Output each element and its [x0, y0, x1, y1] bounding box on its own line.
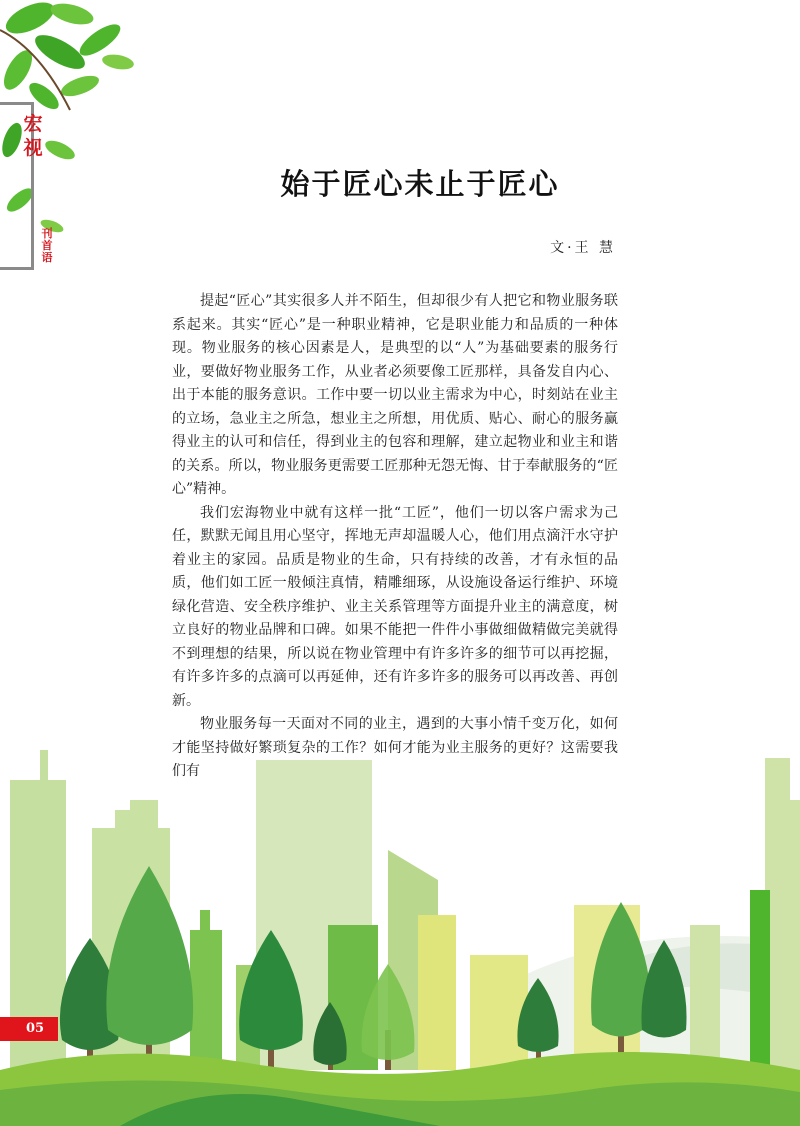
article-body — [172, 290, 618, 784]
paragraph: 提起“匠心”其实很多人并不陌生，但却很少有人把它和物业服务联系起来。其实“匠心”是一种职业精神，它是职业能力和品质的一种体现。物业服务的核心因素是人，是典型的以“人”为基础要素的服务行业，要做好物业服务工作，从业者必须要像工匠那样，具备发自内心、出于本能的服务意识。工作中要一切以业主需求为中心，时刻站在业主的立场，急业主之所急，想业主之所想，用优质、贴心、耐心的服务赢得业主的认可和信任，得到业主的包容和理解，建立起物业和业主和谐的关系。所以，物业服务更需要工匠那种无怨无悔、甘于奉献服务的“匠心”精神。 — [172, 293, 618, 497]
paragraph: 我们宏海物业中就有这样一批“工匠”，他们一切以客户需求为己任，默默无闻且用心坚守，挥地无声却温暖人心，他们用点滴汗水守护着业主的家园。品质是物业的生命，只有持续的改善，才有永恒的品质，他们如工匠一般倾注真情，精雕细琢，从设施设备运行维护、环境绿化营造、安全秩序维护、业主关系管理等方面提升业主的满意度，树立良好的物业品牌和口碑。如果不能把一件件小事做细做精做完美就得不到理想的结果，所以说在物业管理中有许多许多的细节可以再挖掘，有许多许多的点滴可以再延伸，还有许多许多的服务可以再改善、再创新。 — [172, 504, 618, 709]
section-subtitle: 刊首语 — [41, 227, 53, 264]
section-title: 宏 视 — [23, 113, 43, 159]
article-title: 始于匠心未止于匠心 — [280, 167, 560, 201]
city-skyline-illustration — [0, 740, 800, 1126]
article-author: 文·王 慧 — [550, 240, 616, 256]
paragraph: 物业服务每一天面对不同的业主，遇到的大事小情千变万化，如何才能坚持做好繁琐复杂的工作？如何才能为业主服务的更好？这需要我们有 — [172, 716, 618, 779]
page-number: 05 — [26, 1021, 45, 1036]
